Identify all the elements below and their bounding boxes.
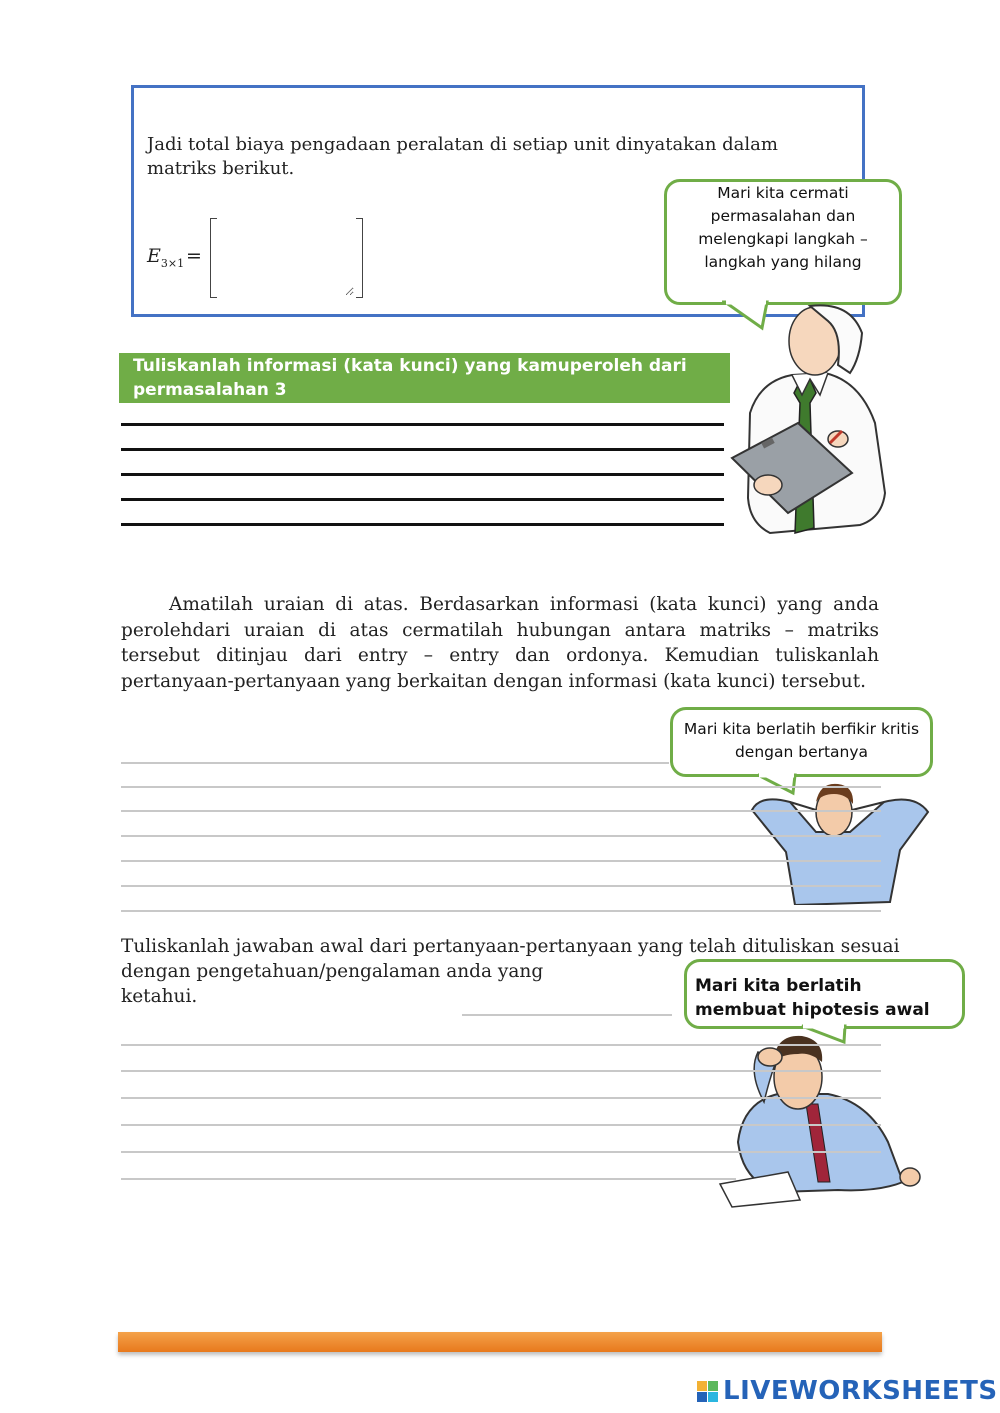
speech-bubble-1: Mari kita cermati permasalahan dan melengkapi langkah – langkah yang hilang [664,179,902,305]
section-banner: Tuliskanlah informasi (kata kunci) yang kamuperoleh dari permasalahan 3 [119,353,730,403]
question-line[interactable] [121,860,881,862]
liveworksheets-logo-icon [697,1381,719,1403]
hypothesis-paragraph: Tuliskanlah jawaban awal dari pertanyaan-pertanyaan yang telah dituliskan sesuai dengan pengetahuan/pengalaman anda yang ketahui. [121,936,900,1007]
answer-line[interactable] [121,1097,881,1099]
answer-line[interactable] [121,423,724,426]
footer-bar [118,1332,882,1352]
answer-line[interactable] [121,1124,881,1126]
answer-line-short[interactable] [462,1014,672,1016]
matrix-symbol: $E_{3\times 1}$ [147,245,185,270]
answer-line[interactable] [121,1178,736,1180]
answer-line[interactable] [121,1044,881,1046]
question-line[interactable] [121,810,881,812]
question-line[interactable] [121,885,881,887]
answer-line[interactable] [121,1070,881,1072]
answer-line[interactable] [121,498,724,501]
box-instruction-text: Jadi total biaya pengadaan peralatan di setiap unit dinyatakan dalam matriks berikut. [147,134,778,179]
speech-bubble-2: Mari kita berlatih berfikir kritis dengan bertanya [670,707,933,777]
matrix-answer-input[interactable] [222,222,354,296]
answer-line[interactable] [121,473,724,476]
answer-line[interactable] [121,523,724,526]
matrix-right-bracket [356,218,363,298]
engineer-illustration [730,303,890,538]
question-line[interactable] [121,762,669,764]
stressed-man-illustration [718,1032,923,1212]
question-line[interactable] [121,835,881,837]
answer-line[interactable] [121,1151,881,1153]
question-line[interactable] [121,910,881,912]
speech-bubble-3: Mari kita berlatih membuat hipotesis awal [684,959,965,1029]
liveworksheets-brand: LIVEWORKSHEETS [723,1376,998,1406]
matrix-equals: = [186,245,202,267]
question-line[interactable] [121,786,881,788]
answer-line[interactable] [121,448,724,451]
observation-paragraph: Amatilah uraian di atas. Berdasarkan informasi (kata kunci) yang anda perolehdari uraian di atas cermatilah hubungan antara matriks – matriks tersebut ditinjau dari entry – entry dan ordonya. Kemudian tuliskanlah pertanyaan-pertanyaan yang berkaitan dengan informasi (kata kunci) tersebut. [121,594,879,692]
matrix-left-bracket [210,218,217,298]
